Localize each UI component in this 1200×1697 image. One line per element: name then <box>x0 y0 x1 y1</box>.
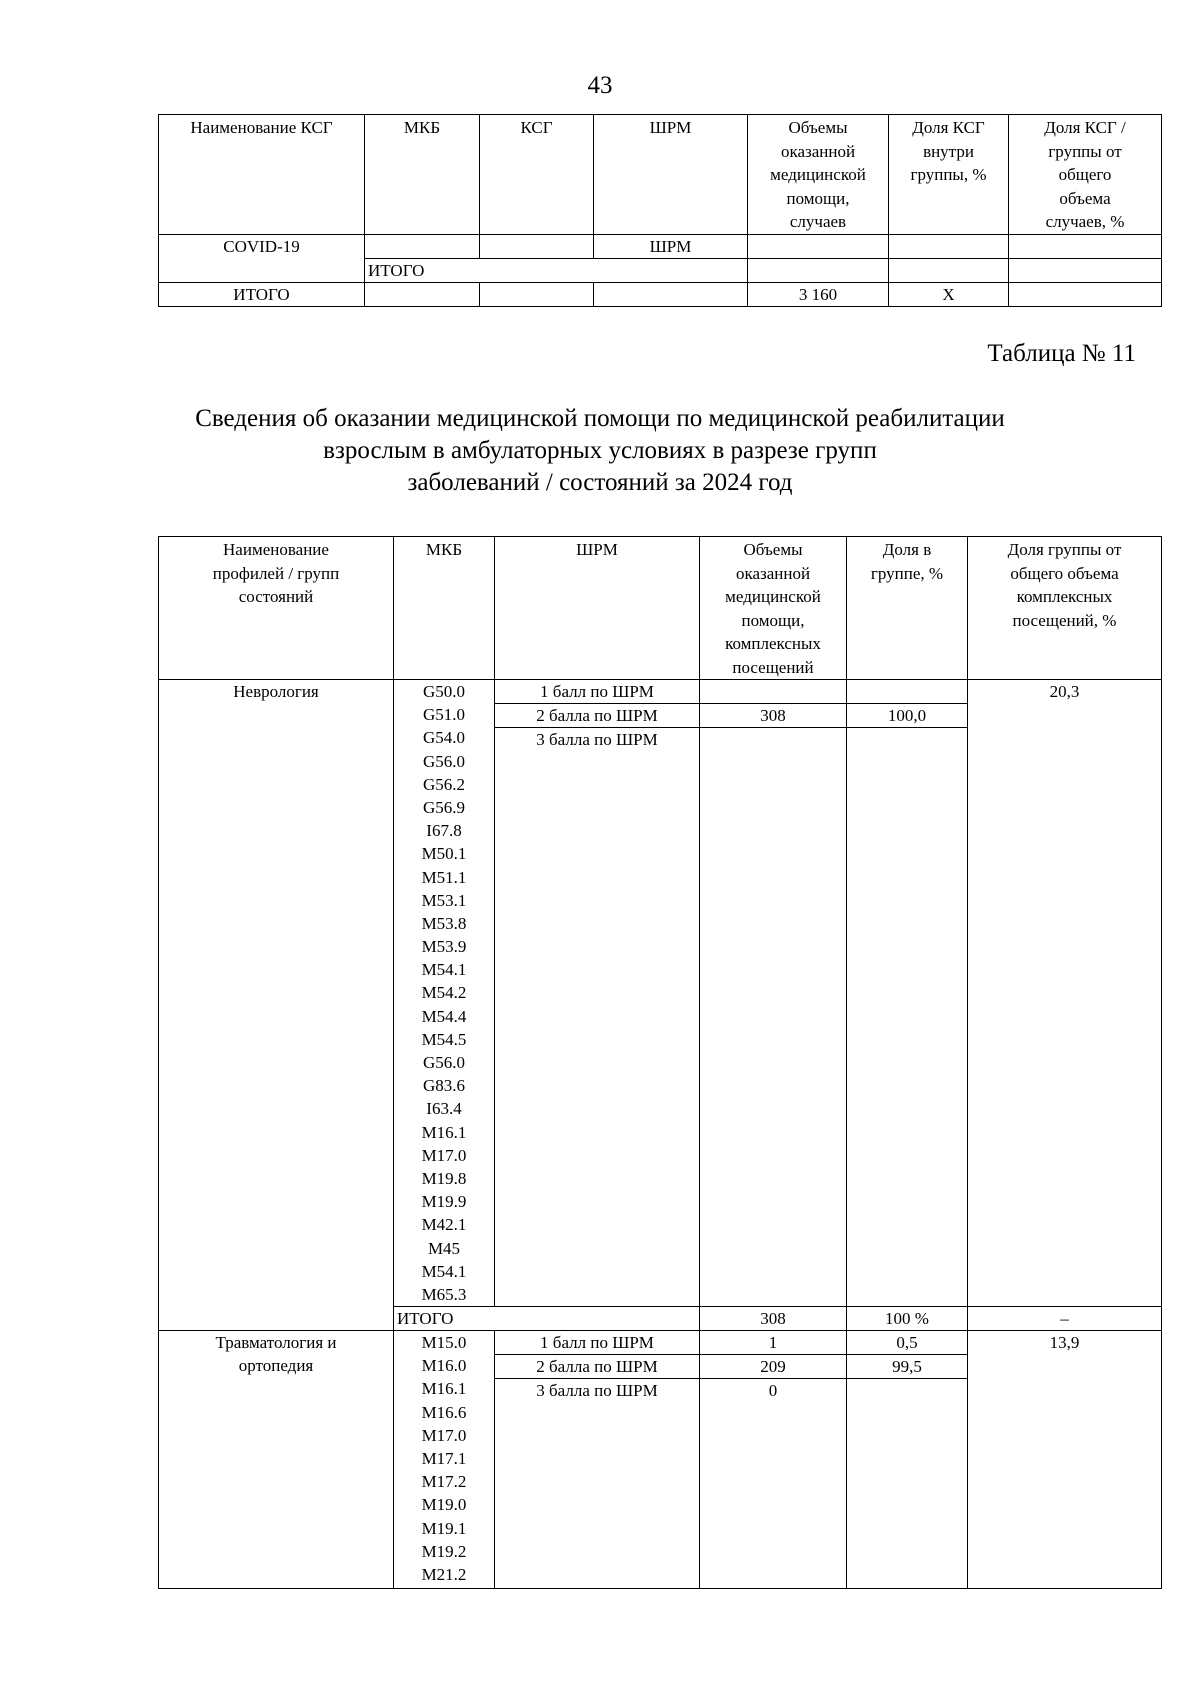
header-ksg-name: Наименование КСГ <box>159 115 365 235</box>
shrm-share: 0,5 <box>847 1331 968 1355</box>
mkb-code: I63.4 <box>426 1099 462 1119</box>
header-profile: Наименование профилей / групп состояний <box>159 537 394 680</box>
mkb-code: M54.1 <box>421 960 467 980</box>
mkb-code: M19.9 <box>421 1192 467 1212</box>
mkb-code: M17.0 <box>421 1425 467 1445</box>
header-share-in-group: Доля КСГ внутри группы, % <box>889 115 1009 235</box>
shrm-label: 1 балл по ШРМ <box>495 1331 700 1355</box>
covid-name: COVID-19 <box>159 234 365 282</box>
mkb-code: M17.0 <box>421 1145 467 1165</box>
mkb-code: M54.1 <box>421 1261 467 1281</box>
grand-total-share: Х <box>889 282 1009 306</box>
trauma-group-share: 13,9 <box>968 1331 1162 1589</box>
mkb-code: M19.0 <box>421 1495 467 1515</box>
shrm-label: 3 балла по ШРМ <box>495 1379 700 1589</box>
mkb-code: G56.9 <box>422 797 466 817</box>
table-header-row <box>159 115 1162 235</box>
mkb-code: M17.1 <box>421 1449 467 1468</box>
table-rehab <box>158 536 1162 1589</box>
mkb-code: M53.8 <box>421 913 467 933</box>
header-shrm: ШРМ <box>495 537 700 680</box>
mkb-code: M17.2 <box>421 1472 467 1492</box>
mkb-code: G50.0 <box>422 682 466 701</box>
header-share-total: Доля КСГ / группы от общего объема случаев, % <box>1009 115 1162 235</box>
shrm-volume: 0 <box>700 1379 847 1589</box>
mkb-code: M16.6 <box>421 1402 467 1422</box>
mkb-code: M15.0 <box>421 1333 467 1353</box>
table-row <box>159 282 1162 306</box>
shrm-label: 2 балла по ШРМ <box>495 1355 700 1379</box>
neurology-name: Неврология <box>159 680 394 1331</box>
header-volume: Объемы оказанной медицинской помощи, комплексных посещений <box>700 537 847 680</box>
shrm-volume <box>700 680 847 704</box>
mkb-code: M53.9 <box>421 937 467 957</box>
header-mkb: МКБ <box>365 115 480 235</box>
mkb-code: I67.8 <box>426 821 462 841</box>
shrm-share <box>847 1379 968 1589</box>
neurology-total-label: ИТОГО <box>394 1307 700 1331</box>
table-row <box>159 1331 1162 1355</box>
mkb-code: G56.2 <box>422 774 466 794</box>
mkb-code: M51.1 <box>421 867 467 887</box>
header-shrm: ШРМ <box>594 115 748 235</box>
table-row <box>159 234 1162 258</box>
shrm-volume <box>700 728 847 1307</box>
shrm-volume: 308 <box>700 704 847 728</box>
mkb-code: M54.2 <box>421 983 467 1003</box>
neurology-total-volume: 308 <box>700 1307 847 1331</box>
shrm-label: 1 балл по ШРМ <box>495 680 700 704</box>
header-mkb: МКБ <box>394 537 495 680</box>
mkb-code: M53.1 <box>421 890 467 910</box>
covid-subtotal-label: ИТОГО <box>365 258 748 282</box>
mkb-code: M54.4 <box>421 1006 467 1026</box>
mkb-code: G51.0 <box>422 705 466 725</box>
mkb-code: M45 <box>427 1238 461 1258</box>
shrm-share: 99,5 <box>847 1355 968 1379</box>
table-caption: Таблица № 11 <box>987 340 1136 367</box>
page-number: 43 <box>587 72 613 99</box>
header-ksg: КСГ <box>480 115 594 235</box>
neurology-total-share: 100 % <box>847 1307 968 1331</box>
shrm-share: 100,0 <box>847 704 968 728</box>
trauma-name: Травматология и ортопедия <box>159 1331 394 1589</box>
mkb-code: G56.0 <box>422 1053 466 1072</box>
table-header-row <box>159 537 1162 680</box>
table-ksg <box>158 114 1162 307</box>
header-volume: Объемы оказанной медицинской помощи, случаев <box>748 115 889 235</box>
table-row <box>159 680 1162 704</box>
mkb-code: M16.1 <box>421 1379 467 1399</box>
shrm-share <box>847 680 968 704</box>
mkb-code: M42.1 <box>421 1215 467 1235</box>
mkb-code: M19.1 <box>421 1518 467 1538</box>
mkb-code: M54.5 <box>421 1029 467 1049</box>
mkb-code: M21.2 <box>421 1564 467 1584</box>
neurology-group-share: 20,3 <box>968 680 1162 1307</box>
header-share-total: Доля группы от общего объема комплексных посещений, % <box>968 537 1162 680</box>
shrm-volume: 1 <box>700 1331 847 1355</box>
mkb-code: M16.1 <box>421 1122 467 1142</box>
mkb-code: G83.6 <box>422 1076 466 1096</box>
mkb-code: M50.1 <box>421 844 467 864</box>
covid-shrm: ШРМ <box>594 234 748 258</box>
mkb-code: M65.3 <box>421 1284 467 1304</box>
mkb-code: G54.0 <box>422 728 466 748</box>
shrm-label: 2 балла по ШРМ <box>495 704 700 728</box>
shrm-volume: 209 <box>700 1355 847 1379</box>
mkb-code: M19.2 <box>421 1541 467 1561</box>
shrm-share <box>847 728 968 1307</box>
mkb-code: G56.0 <box>422 751 466 771</box>
trauma-codes <box>394 1331 495 1589</box>
shrm-label: 3 балла по ШРМ <box>495 728 700 1307</box>
document-title: Сведения об оказании медицинской помощи по медицинской реабилитации взрослым в амбулаторных условиях в разрезе групп заболеваний / состояний за 2024 год <box>195 405 1005 496</box>
mkb-code: M16.0 <box>421 1356 467 1376</box>
grand-total-volume: 3 160 <box>748 282 889 306</box>
mkb-code: M19.8 <box>421 1168 467 1188</box>
neurology-codes <box>394 680 495 1307</box>
neurology-total-group-share: – <box>968 1307 1162 1331</box>
grand-total-label: ИТОГО <box>159 282 365 306</box>
header-share-in-group: Доля в группе, % <box>847 537 968 680</box>
